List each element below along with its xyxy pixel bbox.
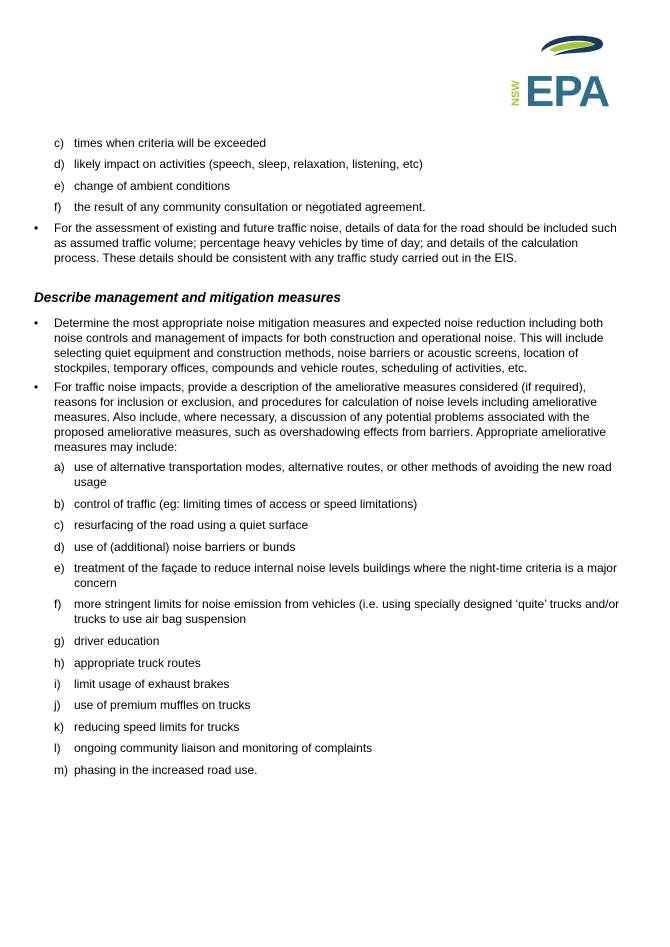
- list-item-letter: e): [54, 561, 65, 575]
- bullet-text: For traffic noise impacts, provide a description of the ameliorative measures considered (if required), reasons for inclusion or exclusion, and procedures for calculation of noise levels including ameliorative measures. Also include, where necessary, a discussion of any potential problems associated with the proposed ameliorative measures, such as overshadowing effects from barriers. Appropriate ameliorative measures may include:: [54, 380, 607, 454]
- list-item-text: driver education: [74, 634, 160, 648]
- list-item-letter: g): [54, 634, 65, 648]
- list-item-text: more stringent limits for noise emission from vehicles (i.e. using specially designed ‘quite’ trucks and/or trucks to use air bag suspension: [74, 597, 620, 626]
- nsw-epa-logo: [505, 30, 625, 110]
- list-item-letter: a): [54, 460, 65, 474]
- list-item-letter: e): [54, 179, 65, 193]
- list-item-letter: f): [54, 597, 62, 611]
- logo-epa-text: EPA: [525, 67, 610, 110]
- list-item-text: appropriate truck routes: [74, 656, 201, 670]
- bullet-symbol: •: [34, 221, 39, 235]
- list-item-text: likely impact on activities (speech, sleep, relaxation, listening, etc): [74, 157, 423, 171]
- list-item-text: reducing speed limits for trucks: [74, 720, 240, 734]
- bullet-symbol: •: [34, 316, 39, 330]
- bullet-symbol: •: [34, 380, 39, 394]
- list-item-letter: k): [54, 720, 64, 734]
- list-item-letter: j): [54, 698, 61, 712]
- list-item-text: limit usage of exhaust brakes: [74, 677, 230, 691]
- bullet-text: Determine the most appropriate noise mitigation measures and expected noise reduction including both noise controls and management of impacts for both construction and operational noise. This will include selecting quiet equipment and construction methods, noise barriers or acoustic screens, location of stockpiles, temporary offices, compounds and vehicle routes, scheduling of activities, etc.: [54, 316, 604, 375]
- list-item-text: change of ambient conditions: [74, 179, 231, 193]
- list-item-letter: m): [54, 763, 68, 777]
- list-item-letter: d): [54, 157, 65, 171]
- epa-logo-graphic: [505, 30, 625, 110]
- section-heading: Describe management and mitigation measures: [34, 290, 341, 305]
- list-item-text: ongoing community liaison and monitoring of complaints: [74, 741, 373, 755]
- list-item-text: times when criteria will be exceeded: [74, 136, 267, 150]
- list-item-letter: c): [54, 136, 64, 150]
- list-item-text: phasing in the increased road use.: [74, 763, 258, 777]
- list-item-text: control of traffic (eg: limiting times of access or speed limitations): [74, 497, 418, 511]
- list-item-text: use of (additional) noise barriers or bunds: [74, 540, 296, 554]
- bullet-text: For the assessment of existing and future traffic noise, details of data for the road should be included such as assumed traffic volume; percentage heavy vehicles by time of day; and details of the calculation process. These details should be consistent with any traffic study carried out in the EIS.: [54, 221, 617, 265]
- list-item-text: use of premium muffles on trucks: [74, 698, 251, 712]
- list-item-letter: h): [54, 656, 65, 670]
- list-item-text: resurfacing of the road using a quiet surface: [74, 518, 309, 532]
- list-item-text: treatment of the façade to reduce internal noise levels buildings where the night-time criteria is a major concern: [74, 561, 617, 590]
- list-item-letter: d): [54, 540, 65, 554]
- list-item-letter: i): [54, 677, 61, 691]
- logo-nsw-text: NSW: [510, 80, 522, 106]
- list-item-text: use of alternative transportation modes, alternative routes, or other methods of avoiding the new road usage: [74, 460, 612, 489]
- list-item-letter: l): [54, 741, 61, 755]
- list-item-letter: f): [54, 200, 62, 214]
- list-item-letter: c): [54, 518, 64, 532]
- list-item-letter: b): [54, 497, 65, 511]
- list-item-text: the result of any community consultation or negotiated agreement.: [74, 200, 426, 214]
